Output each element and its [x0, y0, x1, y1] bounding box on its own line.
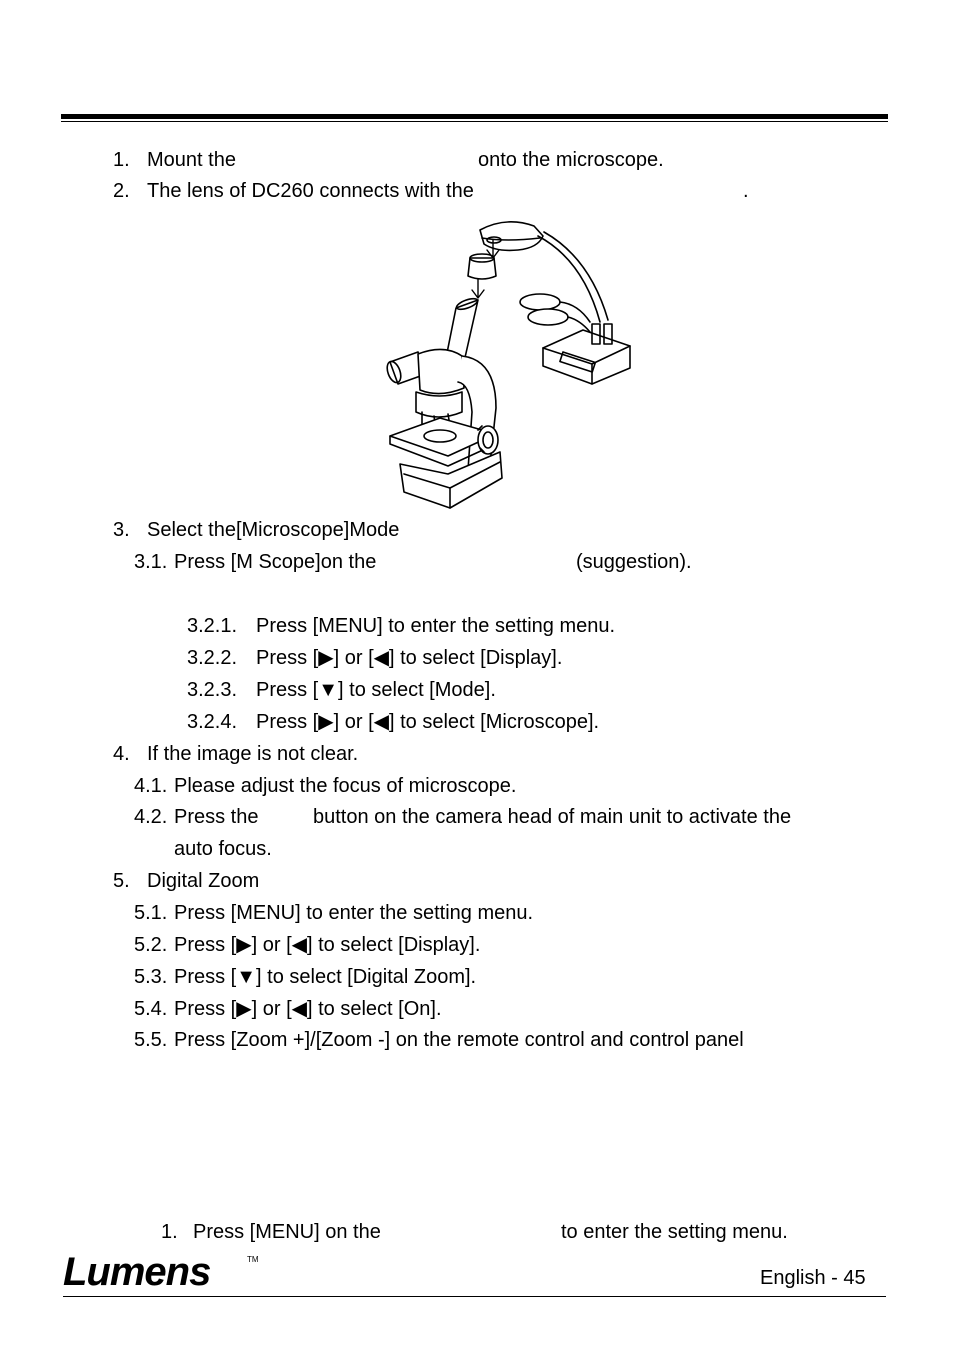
step-3-2-2-number: 3.2.2.	[187, 647, 238, 669]
step-3-2-3-number: 3.2.3.	[187, 679, 238, 701]
step-5-5-number: 5.5.	[134, 1029, 168, 1051]
svg-text:TM: TM	[247, 1255, 259, 1264]
step-5-2-number: 5.2.	[134, 934, 168, 956]
step-2-text-end: .	[743, 180, 749, 202]
step-5-5-text: Press [Zoom +]/[Zoom -] on the remote control and control panel	[174, 1029, 744, 1051]
step-5-4-text: Press [▶] or [◀] to select [On].	[174, 998, 442, 1020]
step-3-2-3-text: Press [▼] to select [Mode].	[256, 679, 496, 701]
step-5-3-number: 5.3.	[134, 966, 168, 988]
step-4-2-text: Press the	[174, 806, 259, 828]
step-4-2-text-end: button on the camera head of main unit to activate the	[313, 806, 792, 828]
step-4-1-number: 4.1.	[134, 775, 168, 797]
svg-text:Lumens: Lumens	[63, 1250, 211, 1290]
step-4-text: If the image is not clear.	[147, 743, 359, 765]
step-3-2-1-text: Press [MENU] to enter the setting menu.	[256, 615, 616, 637]
step-1-number: 1.	[113, 149, 130, 171]
step-3-2-2-text: Press [▶] or [◀] to select [Display].	[256, 647, 563, 669]
step-5-number: 5.	[113, 870, 130, 892]
step-3-2-1-number: 3.2.1.	[187, 615, 238, 637]
step-5-3-text: Press [▼] to select [Digital Zoom].	[174, 966, 477, 988]
step-5-1-number: 5.1.	[134, 902, 168, 924]
step-4-2-number: 4.2.	[134, 806, 168, 828]
step-3-2-4-number: 3.2.4.	[187, 711, 238, 733]
step-3-text: Select the[Microscope]Mode	[147, 519, 400, 541]
step-3-2-4-text: Press [▶] or [◀] to select [Microscope].	[256, 711, 600, 733]
microscope-camera-illustration	[378, 212, 640, 518]
next-step-1-number: 1.	[161, 1221, 178, 1243]
step-5-1-text: Press [MENU] to enter the setting menu.	[174, 902, 534, 924]
step-3-number: 3.	[113, 519, 130, 541]
step-4-number: 4.	[113, 743, 130, 765]
step-1-text-end: onto the microscope.	[478, 149, 664, 171]
step-3-1-number: 3.1.	[134, 551, 168, 573]
step-5-4-number: 5.4.	[134, 998, 168, 1020]
step-1-text: Mount the	[147, 149, 236, 171]
footer-rule	[63, 1296, 886, 1297]
next-step-1-text: Press [MENU] on the	[193, 1221, 381, 1243]
lumens-logo	[63, 1248, 263, 1296]
step-3-1-text: Press [M Scope]on the	[174, 551, 377, 573]
step-2-number: 2.	[113, 180, 130, 202]
header-rule-thin	[61, 121, 888, 122]
step-4-1-text: Please adjust the focus of microscope.	[174, 775, 517, 797]
step-5-text: Digital Zoom	[147, 870, 260, 892]
step-2-text: The lens of DC260 connects with the	[147, 180, 474, 202]
step-5-2-text: Press [▶] or [◀] to select [Display].	[174, 934, 481, 956]
next-step-1-text-end: to enter the setting menu.	[561, 1221, 788, 1243]
step-3-1-text-end: (suggestion).	[576, 551, 692, 573]
header-rule	[61, 114, 888, 119]
page-number: English - 45	[760, 1267, 866, 1289]
step-4-2-text-continued: auto focus.	[174, 838, 272, 860]
